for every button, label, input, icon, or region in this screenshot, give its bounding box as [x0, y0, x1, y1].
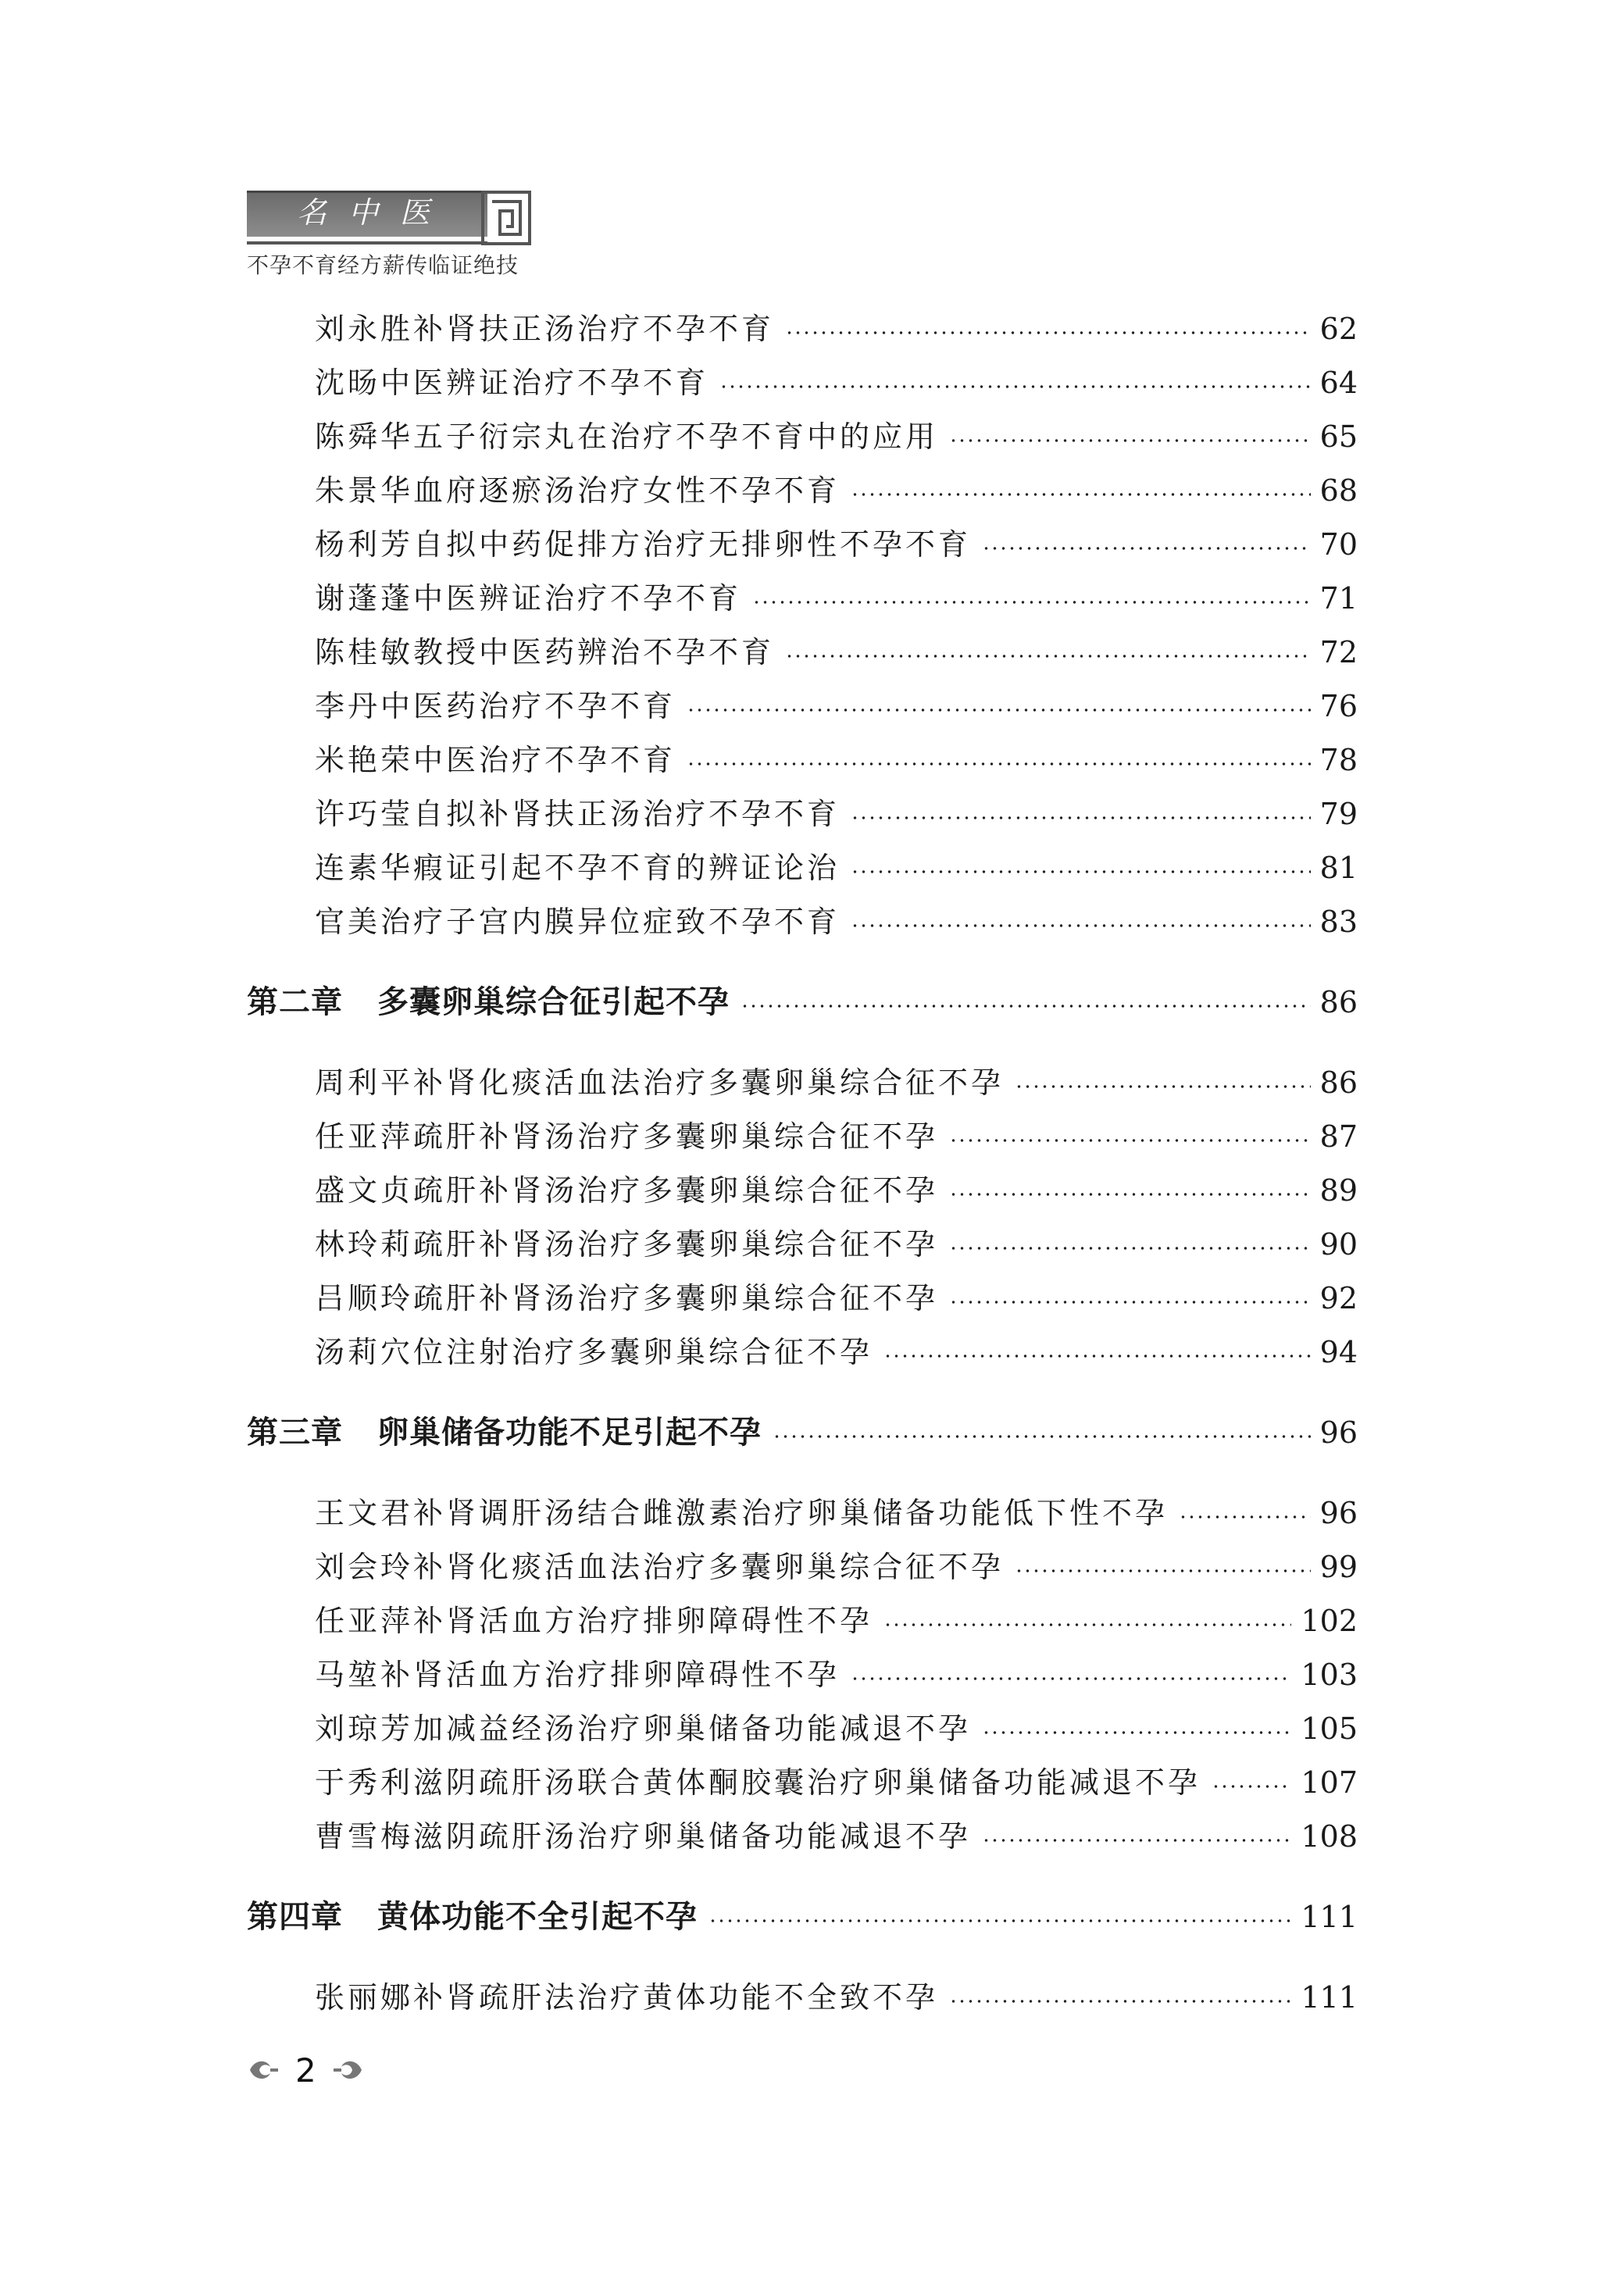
toc-entry-row[interactable] — [315, 305, 1358, 352]
page-ref: 86 — [1319, 985, 1358, 1019]
toc-entry-row[interactable] — [315, 1167, 1358, 1214]
toc-chapter-row[interactable] — [247, 979, 1358, 1026]
page-ref: 64 — [1319, 366, 1358, 400]
entry-title: 林玲莉疏肝补肾汤治疗多囊卵巢综合征不孕 — [315, 1227, 939, 1262]
page-ref: 103 — [1301, 1658, 1358, 1692]
dot-leader — [851, 493, 1311, 496]
toc-entry-row[interactable] — [315, 1759, 1358, 1806]
entry-title: 陈舜华五子衍宗丸在治疗不孕不育中的应用 — [315, 419, 939, 454]
dot-leader — [883, 1623, 1291, 1626]
entry-title: 曹雪梅滋阴疏肝汤治疗卵巢储备功能减退不孕 — [315, 1819, 972, 1854]
toc-entry-row[interactable] — [315, 575, 1358, 622]
page-ref: 96 — [1319, 1415, 1358, 1450]
book-title: 不孕不育经方薪传临证绝技 — [247, 252, 519, 278]
entry-title: 李丹中医药治疗不孕不育 — [315, 689, 676, 723]
toc-entry-row[interactable] — [315, 1974, 1358, 2021]
toc-entry-row[interactable] — [315, 898, 1358, 945]
right-ornament-icon — [334, 2054, 365, 2086]
dot-leader — [773, 1435, 1311, 1438]
chapter-heading — [247, 979, 741, 1026]
chapter-number: 第三章 — [247, 1415, 343, 1451]
dot-leader — [1015, 1085, 1311, 1088]
dot-leader — [687, 708, 1311, 712]
entry-title: 朱景华血府逐瘀汤治疗女性不孕不育 — [315, 473, 841, 508]
dot-leader — [949, 1193, 1311, 1196]
toc-entry-row[interactable] — [315, 1059, 1358, 1106]
page-ref: 107 — [1301, 1765, 1358, 1800]
dot-leader — [851, 1677, 1291, 1680]
dot-leader — [851, 870, 1311, 873]
page-ref: 65 — [1319, 419, 1358, 454]
dot-leader — [982, 547, 1311, 550]
dot-leader — [687, 762, 1311, 766]
entry-title: 任亚萍补肾活血方治疗排卵障碍性不孕 — [315, 1604, 873, 1638]
toc-entry-row[interactable] — [315, 683, 1358, 730]
page-ref: 87 — [1319, 1119, 1358, 1154]
dot-leader — [949, 1301, 1311, 1304]
entry-title: 谢蓬蓬中医辨证治疗不孕不育 — [315, 581, 742, 616]
chapter-number: 第二章 — [247, 984, 343, 1020]
entry-title: 任亚萍疏肝补肾汤治疗多囊卵巢综合征不孕 — [315, 1119, 939, 1154]
toc-entry-row[interactable] — [315, 791, 1358, 837]
dot-leader — [982, 1731, 1291, 1734]
left-ornament-icon — [247, 2054, 278, 2086]
page-ref: 99 — [1319, 1550, 1358, 1584]
dot-leader — [851, 816, 1311, 819]
page-ref: 78 — [1319, 743, 1358, 777]
dot-leader — [1179, 1515, 1311, 1519]
dot-leader — [851, 924, 1311, 927]
dot-leader — [949, 2000, 1291, 2003]
entry-title: 杨利芳自拟中药促排方治疗无排卵性不孕不育 — [315, 527, 972, 562]
chapter-title: 多囊卵巢综合征引起不孕 — [377, 984, 730, 1020]
entry-title: 刘永胜补肾扶正汤治疗不孕不育 — [315, 312, 775, 346]
page-ref: 108 — [1301, 1819, 1358, 1854]
entry-title: 刘琼芳加减益经汤治疗卵巢储备功能减退不孕 — [315, 1711, 972, 1746]
page-ref: 83 — [1319, 905, 1358, 939]
entry-title: 陈桂敏教授中医药辨治不孕不育 — [315, 635, 775, 669]
entry-title: 米艳荣中医治疗不孕不育 — [315, 743, 676, 777]
dot-leader — [1212, 1785, 1291, 1788]
dot-leader — [719, 385, 1311, 388]
chapter-heading — [247, 1409, 773, 1456]
toc-entry-row[interactable] — [315, 737, 1358, 783]
toc-entry-row[interactable] — [315, 1544, 1358, 1590]
page-ref: 86 — [1319, 1065, 1358, 1100]
page-ref: 81 — [1319, 851, 1358, 885]
entry-title: 周利平补肾化痰活血法治疗多囊卵巢综合征不孕 — [315, 1065, 1005, 1100]
entry-title: 于秀利滋阴疏肝汤联合黄体酮胶囊治疗卵巢储备功能减退不孕 — [315, 1765, 1201, 1800]
page-ref: 72 — [1319, 635, 1358, 669]
series-title: 名中医 — [297, 195, 452, 230]
entry-title: 张丽娜补肾疏肝法治疗黄体功能不全致不孕 — [315, 1980, 939, 2015]
toc-entry-row[interactable] — [315, 359, 1358, 406]
dot-leader — [785, 655, 1311, 658]
page-ref: 111 — [1301, 1980, 1358, 2015]
page-ref: 71 — [1319, 581, 1358, 616]
toc-entry-row[interactable] — [315, 1597, 1358, 1644]
entry-title: 王文君补肾调肝汤结合雌激素治疗卵巢储备功能低下性不孕 — [315, 1496, 1169, 1530]
toc-entry-row[interactable] — [315, 413, 1358, 460]
page-ref: 105 — [1301, 1711, 1358, 1746]
page-ref: 70 — [1319, 527, 1358, 562]
entry-title: 许巧莹自拟补肾扶正汤治疗不孕不育 — [315, 797, 841, 831]
dot-leader — [708, 1919, 1291, 1922]
entry-title: 沈旸中医辨证治疗不孕不育 — [315, 366, 709, 400]
entry-title: 官美治疗子宫内膜异位症致不孕不育 — [315, 905, 841, 939]
page-ref: 102 — [1301, 1604, 1358, 1638]
entry-title: 盛文贞疏肝补肾汤治疗多囊卵巢综合征不孕 — [315, 1173, 939, 1208]
dot-leader — [741, 1005, 1311, 1008]
dot-leader — [883, 1355, 1311, 1358]
entry-title: 汤莉穴位注射治疗多囊卵巢综合征不孕 — [315, 1335, 873, 1369]
chapter-heading — [247, 1893, 708, 1940]
dot-leader — [982, 1839, 1291, 1842]
page-footer — [247, 2047, 365, 2093]
toc-chapter-row[interactable] — [247, 1409, 1358, 1456]
page-ref: 89 — [1319, 1173, 1358, 1208]
toc-entry-row[interactable] — [315, 844, 1358, 891]
dot-leader — [949, 1139, 1311, 1142]
toc-chapter-row[interactable] — [247, 1893, 1358, 1940]
page-ref: 76 — [1319, 689, 1358, 723]
page-ref: 79 — [1319, 797, 1358, 831]
toc-entry-row[interactable] — [315, 1221, 1358, 1268]
dot-leader — [752, 601, 1311, 604]
toc-entry-row[interactable] — [315, 1113, 1358, 1160]
entry-title: 连素华瘕证引起不孕不育的辨证论治 — [315, 851, 841, 885]
header-rule — [247, 241, 487, 244]
page-ref: 62 — [1319, 312, 1358, 346]
toc-entry-row[interactable] — [315, 629, 1358, 676]
toc-entry-row[interactable] — [315, 521, 1358, 568]
toc-entry-row[interactable] — [315, 1275, 1358, 1322]
page-ref: 90 — [1319, 1227, 1358, 1262]
page-ref: 92 — [1319, 1281, 1358, 1315]
toc-entry-row[interactable] — [315, 467, 1358, 514]
chapter-title: 卵巢储备功能不足引起不孕 — [377, 1415, 762, 1451]
dot-leader — [949, 439, 1311, 442]
chapter-number: 第四章 — [247, 1899, 343, 1935]
toc-entry-row[interactable] — [315, 1329, 1358, 1376]
dot-leader — [785, 331, 1311, 334]
chapter-title: 黄体功能不全引起不孕 — [377, 1899, 698, 1935]
page-ref: 94 — [1319, 1335, 1358, 1369]
entry-title: 刘会玲补肾化痰活血法治疗多囊卵巢综合征不孕 — [315, 1550, 1005, 1584]
toc-entry-row[interactable] — [315, 1705, 1358, 1752]
page-ref: 111 — [1301, 1900, 1358, 1934]
toc-entry-row[interactable] — [315, 1490, 1358, 1537]
dot-leader — [949, 1247, 1311, 1250]
page-ref: 68 — [1319, 473, 1358, 508]
page-ref: 96 — [1319, 1496, 1358, 1530]
entry-title: 马堃补肾活血方治疗排卵障碍性不孕 — [315, 1658, 841, 1692]
dot-leader — [1015, 1569, 1311, 1572]
entry-title: 吕顺玲疏肝补肾汤治疗多囊卵巢综合征不孕 — [315, 1281, 939, 1315]
toc-entry-row[interactable] — [315, 1813, 1358, 1860]
page-number: 2 — [295, 2050, 316, 2090]
fret-pattern-icon — [481, 191, 531, 245]
toc-entry-row[interactable] — [315, 1651, 1358, 1698]
